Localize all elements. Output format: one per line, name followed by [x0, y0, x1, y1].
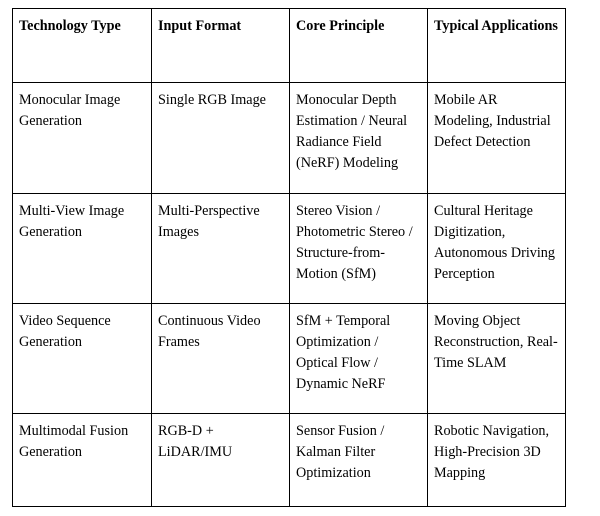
cell-core-principle: Monocular Depth Estimation / Neural Radiance Field (NeRF) Modeling [290, 83, 428, 194]
cell-input-format: Multi-Perspective Images [152, 194, 290, 304]
cell-technology-type: Multimodal Fusion Generation [13, 414, 152, 507]
cell-core-principle: Stereo Vision / Photometric Stereo / Structure-from-Motion (SfM) [290, 194, 428, 304]
table-body [13, 83, 566, 507]
cell-typical-applications: Robotic Navigation, High-Precision 3D Mapping [428, 414, 566, 507]
cell-input-format: Single RGB Image [152, 83, 290, 194]
cell-technology-type: Video Sequence Generation [13, 304, 152, 414]
table-header [13, 9, 566, 83]
technology-table [12, 8, 566, 507]
cell-technology-type: Monocular Image Generation [13, 83, 152, 194]
table-row [13, 414, 566, 507]
cell-core-principle: Sensor Fusion / Kalman Filter Optimization [290, 414, 428, 507]
cell-input-format: Continuous Video Frames [152, 304, 290, 414]
cell-typical-applications: Mobile AR Modeling, Industrial Defect Detection [428, 83, 566, 194]
header-row [13, 9, 566, 83]
table-row [13, 304, 566, 414]
header-input-format: Input Format [152, 9, 290, 83]
cell-core-principle: SfM + Temporal Optimization / Optical Flow / Dynamic NeRF [290, 304, 428, 414]
cell-typical-applications: Cultural Heritage Digitization, Autonomous Driving Perception [428, 194, 566, 304]
cell-typical-applications: Moving Object Reconstruction, Real-Time SLAM [428, 304, 566, 414]
cell-input-format: RGB-D + LiDAR/IMU [152, 414, 290, 507]
header-technology-type: Technology Type [13, 9, 152, 83]
header-typical-applications: Typical Applications [428, 9, 566, 83]
table-row [13, 83, 566, 194]
cell-technology-type: Multi-View Image Generation [13, 194, 152, 304]
header-core-principle: Core Principle [290, 9, 428, 83]
table-row [13, 194, 566, 304]
